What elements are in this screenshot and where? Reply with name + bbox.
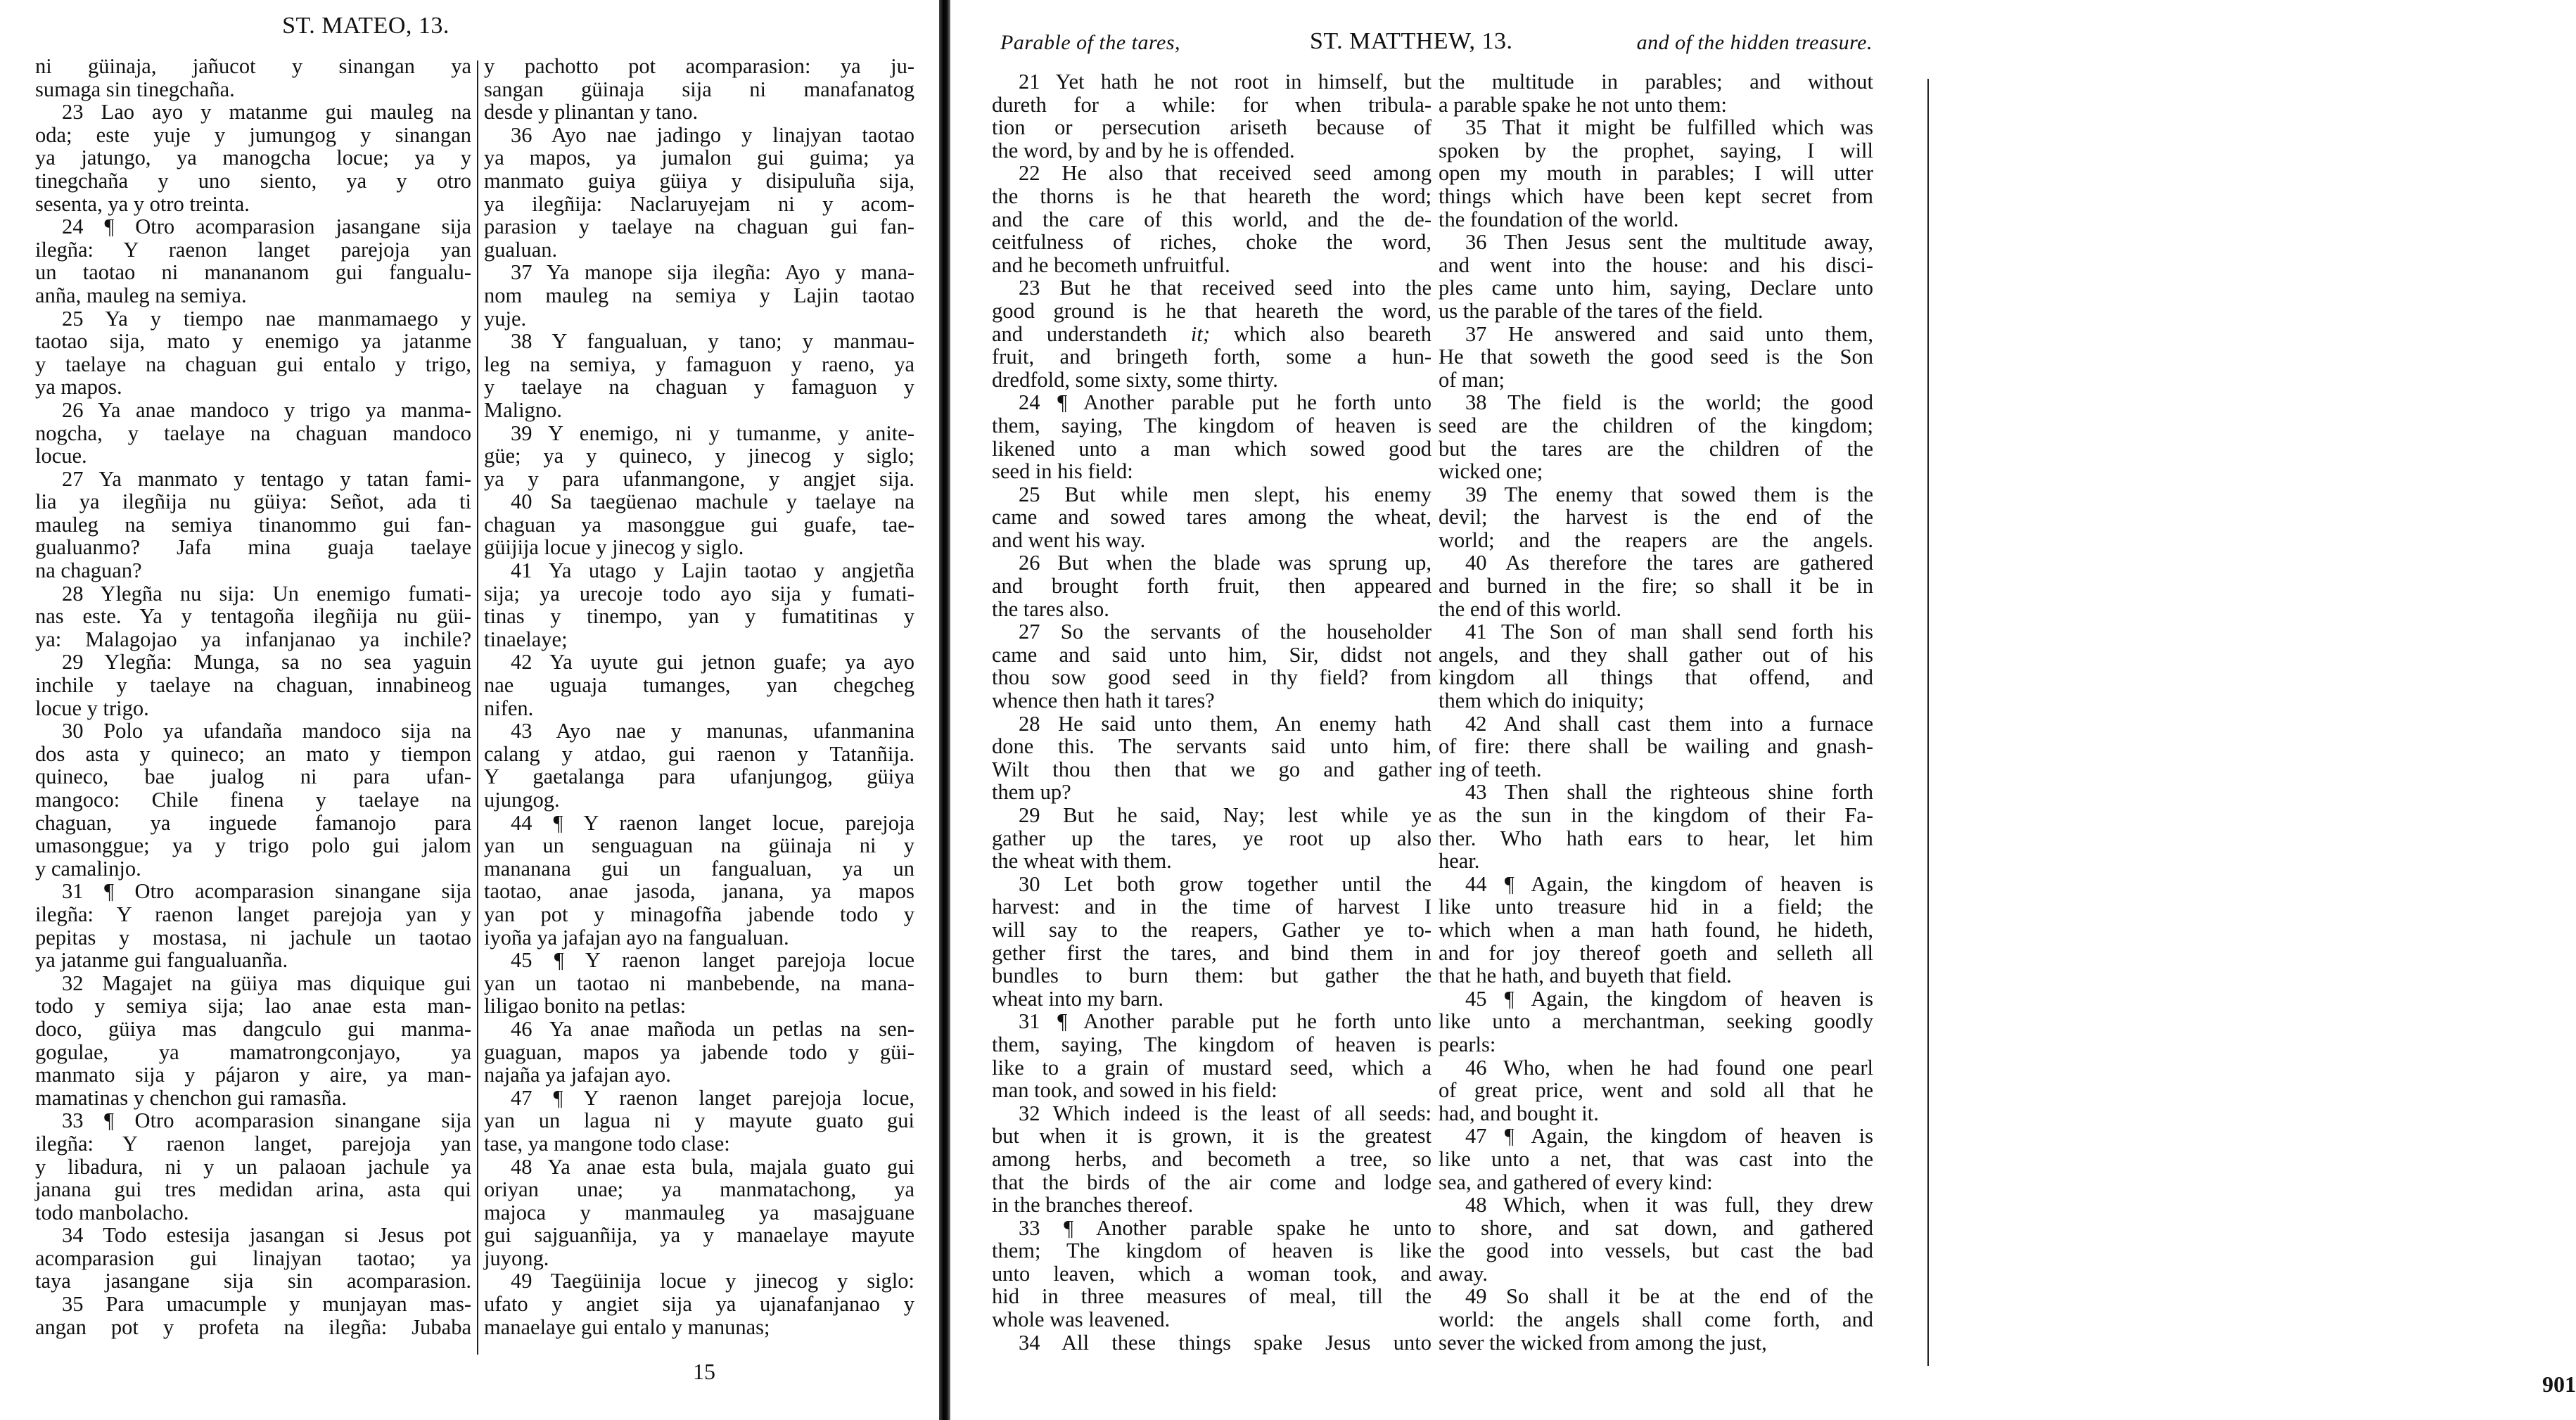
verse-start-line: 29 Ylegña: Munga, sa no sea yaguin [62,650,471,674]
verse-start-line: 40 Sa taegüenao machule y taelaye na [511,490,914,514]
verse-start-line: 30 Polo ya ufandaña mandoco sija na [62,719,471,743]
text-line: thou sow good seed in thy field? from [992,665,1432,690]
text-line: oda; este yuje y jumungog y sinangan [35,122,471,147]
text-line: anña, mauleg na semiya. [35,283,247,307]
text-line: that he hath, and buyeth that field. [1439,964,1732,988]
text-line: tinegchaña y uno siento, ya y otro [35,168,471,193]
page-number: 15 [693,1359,715,1384]
text-line: among herbs, and becometh a tree, so [992,1146,1432,1171]
verse-start-line: 47 ¶ Again, the kingdom of heaven is [1465,1124,1873,1149]
text-line: the thorns is he that heareth the word; [992,184,1432,208]
text-line: gualuan. [484,237,558,262]
text-line: locue. [35,444,87,468]
text-line: sea, and gathered of every kind: [1439,1170,1713,1194]
text-line: güijija locue y jinecog y siglo. [484,535,744,560]
verse-start-line: 45 ¶ Y raenon langet parejoja locue [511,948,914,973]
text-line: manaelaye gui entalo y manunas; [484,1315,770,1339]
text-line: pepitas y mostasa, ni jachule un taotao [35,925,471,949]
text-line: todo y semiya sija; lao anae esta man- [35,994,471,1018]
text-line: and he becometh unfruitful. [992,252,1230,277]
text-line: guaguan, mapos ya jabende todo y güi- [484,1040,914,1064]
text-line: iyoña ya jafajan ayo na fangualuan. [484,925,789,949]
verse-start-line: 21 Yet hath he not root in himself, but [1019,70,1432,94]
text-line: hid in three measures of meal, till the [992,1284,1432,1309]
right-page-column-2 [1439,70,1873,1354]
verse-start-line: 30 Let both grow together until the [1019,871,1432,896]
book-gutter [939,0,950,1420]
text-line: came and said unto him, Sir, didst not [992,642,1432,667]
verse-start-line: 25 But while men slept, his enemy [1019,482,1432,506]
text-line: inchile y taelaye na chaguan, innabineog [35,673,471,698]
verse-start-line: 23 Lao ayo y matanme gui mauleg na [62,100,471,124]
text-line: angels, and they shall gather out of his [1439,642,1873,667]
verse-start-line: 42 Ya uyute gui jetnon guafe; ya ayo [511,650,914,674]
text-line: the tares also. [992,596,1109,621]
verse-start-line: 34 Todo estesija jasangan si Jesus pot [62,1223,471,1248]
verse-start-line: 49 So shall it be at the end of the [1465,1284,1873,1309]
text-line: Maligno. [484,397,562,422]
text-line: wheat into my barn. [992,986,1163,1011]
text-line: yuje. [484,306,527,331]
text-line: them which do iniquity; [1439,689,1645,713]
verse-start-line: 44 ¶ Again, the kingdom of heaven is [1465,871,1873,896]
text-line: whole was leavened. [992,1307,1171,1332]
text-line: open my mouth in parables; I will utter [1439,161,1873,186]
text-line: y taelaye na chaguan gui entalo y trigo, [35,352,471,376]
text-line: mauleg na semiya tinanommo gui fan- [35,512,471,537]
verse-start-line: 35 That it might be fulfilled which was [1465,115,1873,140]
text-line: sesenta, ya y otro treinta. [35,191,250,216]
column-rule [477,60,478,1355]
text-line: but when it is grown, it is the greatest [992,1124,1432,1149]
verse-start-line: 26 Ya anae mandoco y trigo ya manma- [62,397,471,422]
text-line: ya mapos. [35,375,122,399]
text-line: like to a grain of mustard seed, which a [992,1055,1432,1080]
text-line: Y gaetalanga para ufanjungog, güiya [484,765,914,789]
text-line: un taotao ni manananom gui fangualu- [35,260,471,285]
text-line: gogulae, ya mamatrongconjayo, ya [35,1040,471,1064]
text-line: ya jatungo, ya manogcha locue; ya y [35,146,471,170]
text-line: good ground is he that heareth the word, [992,298,1432,323]
verse-start-line: 28 He said unto them, An enemy hath [1019,711,1432,736]
text-line: juyong. [484,1246,549,1270]
text-line: ujungog. [484,788,560,812]
text-line: taotao, anae jasoda, janana, ya mapos [484,879,914,904]
text-line: kingdom all things that offend, and [1439,665,1873,690]
verse-start-line: 34 All these things spake Jesus unto [1019,1330,1432,1355]
text-line: and brought forth fruit, then appeared [992,574,1432,599]
text-line: the word, by and by he is offended. [992,138,1295,162]
text-line: ceitfulness of riches, choke the word, [992,230,1432,255]
text-line: devil; the harvest is the end of the [1439,505,1873,530]
text-line: ilegña: Y raenon langet parejoja yan y [35,902,471,926]
text-line: and went his way. [992,527,1146,552]
verse-start-line: 36 Ayo nae jadingo y linajyan taotao [511,122,914,147]
text-line: doco, güiya mas dangculo gui manma- [35,1016,471,1041]
text-line: the good into vessels, but cast the bad [1439,1239,1873,1263]
text-line: yan un lagua ni y mayute guato gui [484,1108,914,1133]
verse-start-line: 22 He also that received seed among [1019,161,1432,186]
text-line: which when a man hath found, he hideth, [1439,917,1873,942]
text-line: gather up the tares, ye root up also [992,826,1432,850]
verse-start-line: 29 But he said, Nay; lest while ye [1019,803,1432,827]
verse-start-line: 43 Then shall the righteous shine forth [1465,780,1873,805]
text-line: taya jasangane sija sin acomparasion. [35,1269,471,1293]
verse-start-line: 43 Ayo nae y manunas, ufanmanina [511,719,914,743]
text-line: world: the angels shall come forth, and [1439,1307,1873,1332]
text-line: fruit, and bringeth forth, some a hun- [992,345,1432,369]
page-number: 901 [2542,1371,2576,1397]
text-line: chaguan, ya inguede famanojo para [35,810,471,835]
text-line: mangoco: Chile finena y taelaye na [35,788,471,812]
text-line: locue y trigo. [35,696,149,720]
verse-start-line: 42 And shall cast them into a furnace [1465,711,1873,736]
text-line: and for joy thereof goeth and selleth all [1439,940,1873,965]
text-line: unto leaven, which a woman took, and [992,1261,1432,1286]
text-line: umasonggue; ya y trigo polo gui jalom [35,833,471,858]
verse-start-line: 32 Magajet na güiya mas diquique gui [62,971,471,995]
verse-start-line: 44 ¶ Y raenon langet locue, parejoja [511,810,914,835]
text-line: hear. [1439,849,1480,874]
text-line: them, saying, The kingdom of heaven is [992,1032,1432,1056]
text-line: tinas y tinempo, yan y fumatitinas y [484,604,914,629]
text-line: the foundation of the world. [1439,207,1679,231]
text-line: chaguan ya masonggue gui guafe, tae- [484,512,914,537]
verse-start-line: 28 Ylegña nu sija: Un enemigo fumati- [62,581,471,606]
verse-start-line: 47 ¶ Y raenon langet parejoja locue, [511,1085,914,1110]
text-line: quineco, bae jualog ni para ufan- [35,765,471,789]
text-line: parasion y taelaye na chaguan gui fan- [484,215,914,239]
text-line: na chaguan? [35,558,142,583]
verse-start-line: 45 ¶ Again, the kingdom of heaven is [1465,986,1873,1011]
text-line: to shore, and sat down, and gathered [1439,1215,1873,1240]
verse-start-line: 38 The field is the world; the good [1465,390,1873,415]
text-line: janana gui tres medidan arina, asta qui [35,1177,471,1202]
verse-start-line: 49 Taegüinija locue y jinecog y siglo: [511,1269,914,1293]
text-line: oriyan unae; ya manmatachong, ya [484,1177,914,1202]
text-line: desde y plinantan y tano. [484,100,699,124]
text-line: ufato y angiet sija ya ujanafanjanao y [484,1292,914,1317]
text-line: acomparasion gui linajyan taotao; ya [35,1246,471,1270]
text-line: of great price, went and sold all that he [1439,1078,1873,1103]
text-line: of man; [1439,367,1505,392]
text-line: them, saying, The kingdom of heaven is [992,413,1432,437]
verse-start-line: 41 The Son of man shall send forth his [1465,620,1873,644]
text-line: manmato guiya güiya y disipuluña sija, [484,168,914,193]
column-rule [1927,79,1929,1366]
verse-start-line: 48 Ya anae esta bula, majala guato gui [511,1154,914,1179]
verse-start-line: 33 ¶ Otro acomparasion sinangane sija [62,1108,471,1133]
text-line: Wilt thou then that we go and gather [992,757,1432,781]
text-line: tase, ya mangone todo clase: [484,1131,730,1156]
text-line: sangan güinaja sija ni manafanatog [484,77,914,101]
right-page-column-1 [992,70,1432,1354]
text-line: in the branches thereof. [992,1193,1194,1217]
text-line: seed in his field: [992,459,1133,484]
text-line: but the tares are the children of the [1439,436,1873,461]
verse-start-line: 24 ¶ Otro acomparasion jasangane sija [62,215,471,239]
text-line: liligao bonito na petlas: [484,994,687,1018]
text-line: the wheat with them. [992,849,1172,874]
text-line: calang y atdao, gui raenon y Tatanñija. [484,741,914,766]
text-line: ther. Who hath ears to hear, let him [1439,826,1873,850]
text-line: things which have been kept secret from [1439,184,1873,208]
text-line: like unto a net, that was cast into the [1439,1146,1873,1171]
verse-start-line: 32 Which indeed is the least of all seeds: [1019,1101,1432,1125]
verse-start-line: 38 Y fangualuan, y tano; y manmau- [511,329,914,354]
verse-start-line: 37 He answered and said unto them, [1465,321,1873,346]
verse-start-line: 46 Who, when he had found one pearl [1465,1055,1873,1080]
text-line: of fire: there shall be wailing and gnash- [1439,734,1873,759]
text-line: yan un taotao ni manbebende, na mana- [484,971,914,995]
text-line: sumaga sin tinegchaña. [35,77,235,101]
text-line: ya y para ufanmangone, y angjet sija. [484,466,914,491]
left-page-column-2 [484,55,914,1338]
text-line: sija; ya urecoje todo ayo sija y fumati- [484,581,914,606]
verse-start-line: 39 Y enemigo, ni y tumanme, y anite- [511,421,914,445]
running-header-spanish: ST. MATEO, 13. [282,13,449,39]
text-line: them; The kingdom of heaven is like [992,1239,1432,1263]
text-line: them up? [992,780,1071,805]
running-header-topic-left: Parable of the tares, [1000,31,1181,54]
text-line: ya jatanme gui fangualuanña. [35,948,288,973]
text-line: y pachotto pot acomparasion: ya ju- [484,54,914,78]
text-line: the end of this world. [1439,596,1622,621]
left-page [0,0,939,1420]
verse-start-line: 25 Ya y tiempo nae manmamaego y [62,306,471,331]
text-line: harvest: and in the time of harvest I [992,895,1432,919]
text-line: and went into the house: and his disci- [1439,252,1873,277]
text-line: y camalinjo. [35,856,141,881]
text-line: us the parable of the tares of the field. [1439,298,1764,323]
text-line: and burned in the fire; so shall it be in [1439,574,1873,599]
text-line: gether first the tares, and bind them in [992,940,1432,965]
text-line: todo manbolacho. [35,1200,189,1224]
text-line: tinaelaye; [484,627,568,651]
text-line: and the care of this world, and the de- [992,207,1432,231]
text-line: He that soweth the good seed is the Son [1439,345,1873,369]
text-line: nas este. Ya y tentagoña ilegñija nu güi- [35,604,471,629]
text-line: ing of teeth. [1439,757,1542,781]
verse-start-line: 37 Ya manope sija ilegña: Ayo y mana- [511,260,914,285]
text-line: taotao sija, mato y enemigo ya jatanme [35,329,471,354]
text-line: spoken by the prophet, saying, I will [1439,138,1873,162]
running-header-english: ST. MATTHEW, 13. [1310,28,1513,54]
verse-start-line: 27 So the servants of the householder [1019,620,1432,644]
text-line: dredfold, some sixty, some thirty. [992,367,1278,392]
text-line: whence then hath it tares? [992,689,1215,713]
verse-start-line: 46 Ya anae mañoda un petlas na sen- [511,1016,914,1041]
text-line: dureth for a while: for when tribula- [992,92,1432,117]
verse-start-line: 24 ¶ Another parable put he forth unto [1019,390,1432,415]
running-header-topic-right: and of the hidden treasure. [1636,31,1873,54]
verse-start-line: 35 Para umacumple y munjayan mas- [62,1292,471,1317]
text-line: done this. The servants said unto him, [992,734,1432,759]
text-line: güe; ya y quineco, y jinecog y siglo; [484,444,914,468]
verse-start-line: 23 But he that received seed into the [1019,276,1432,300]
text-line: ya ilegñija: Naclaruyejam ni y acom- [484,191,914,216]
text-line: majoca y manmauleg ya masajguane [484,1200,914,1224]
text-line: ilegña: Y raenon langet, parejoja yan [35,1131,471,1156]
verse-start-line: 41 Ya utago y Lajin taotao y angjetña [511,558,914,583]
text-line: ilegña: Y raenon langet parejoja yan [35,237,471,262]
text-line: bundles to burn them: but gather the [992,964,1432,988]
text-line: nom mauleg na semiya y Lajin taotao [484,283,914,307]
verse-start-line: 48 Which, when it was full, they drew [1465,1193,1873,1217]
text-line: ples came unto him, saying, Declare unto [1439,276,1873,300]
text-line: gualuanmo? Jafa mina guaja taelaye [35,535,471,560]
text-line: wicked one; [1439,459,1543,484]
right-page [951,0,2576,1420]
text-line: away. [1439,1261,1488,1286]
text-line: lia ya ilegñija nu güiya: Señot, ada ti [35,490,471,514]
text-line: mananana gui un fangualuan, ya un [484,856,914,881]
text-line: pearls: [1439,1032,1496,1056]
text-line: and understandeth it; which also beareth [992,321,1432,346]
left-page-column-1 [35,55,471,1338]
text-line: came and sowed tares among the wheat, [992,505,1432,530]
text-line: y libadura, ni y un palaoan jachule ya [35,1154,471,1179]
text-line: leg na semiya, y famaguon y raeno, ya [484,352,914,376]
text-line: a parable spake he not unto them: [1439,92,1727,117]
text-line: mamatinas y chenchon gui ramasña. [35,1085,347,1110]
verse-start-line: 39 The enemy that sowed them is the [1465,482,1873,506]
text-line: tion or persecution ariseth because of [992,115,1432,140]
text-line: yan pot y minagofña jabende todo y [484,902,914,926]
text-line: world; and the reapers are the angels. [1439,527,1873,552]
text-line: will say to the reapers, Gather ye to- [992,917,1432,942]
text-line: nogcha, y taelaye na chaguan mandoco [35,421,471,445]
text-line: the multitude in parables; and without [1439,70,1873,94]
italic-word: it; [1190,321,1210,346]
text-line: had, and bought it. [1439,1101,1599,1125]
text-line: dos asta y quineco; an mato y tiempon [35,741,471,766]
text-line: ya mapos, ya jumalon gui guima; ya [484,146,914,170]
verse-start-line: 31 ¶ Otro acomparasion sinangane sija [62,879,471,904]
verse-start-line: 40 As therefore the tares are gathered [1465,551,1873,575]
text-line: gui sajguanñija, ya y manaelaye mayute [484,1223,914,1248]
text-line: ya: Malagojao ya infanjanao ya inchile? [35,627,471,651]
text-line: yan un senguaguan na güinaja ni y [484,833,914,858]
text-line: sever the wicked from among the just, [1439,1330,1767,1355]
text-line: najaña ya jafajan ayo. [484,1063,671,1087]
verse-start-line: 36 Then Jesus sent the multitude away, [1465,230,1873,255]
text-line: ni güinaja, jañucot y sinangan ya [35,54,471,78]
text-line: nae uguaja tumanges, yan chegcheg [484,673,914,698]
text-line: manmato sija y pájaron y aire, ya man- [35,1063,471,1087]
text-line: as the sun in the kingdom of their Fa- [1439,803,1873,827]
verse-start-line: 33 ¶ Another parable spake he unto [1019,1215,1432,1240]
verse-start-line: 31 ¶ Another parable put he forth unto [1019,1009,1432,1034]
text-line: likened unto a man which sowed good [992,436,1432,461]
text-line: that the birds of the air come and lodge [992,1170,1432,1194]
verse-start-line: 27 Ya manmato y tentago y tatan fami- [62,466,471,491]
text-line: like unto a merchantman, seeking goodly [1439,1009,1873,1034]
verse-start-line: 26 But when the blade was sprung up, [1019,551,1432,575]
text-line: man took, and sowed in his field: [992,1078,1277,1103]
text-line: y taelaye na chaguan y famaguon y [484,375,914,399]
text-line: like unto treasure hid in a field; the [1439,895,1873,919]
text-line: nifen. [484,696,534,720]
text-line: angan pot y profeta na ilegña: Jubaba [35,1315,471,1339]
text-line: seed are the children of the kingdom; [1439,413,1873,437]
